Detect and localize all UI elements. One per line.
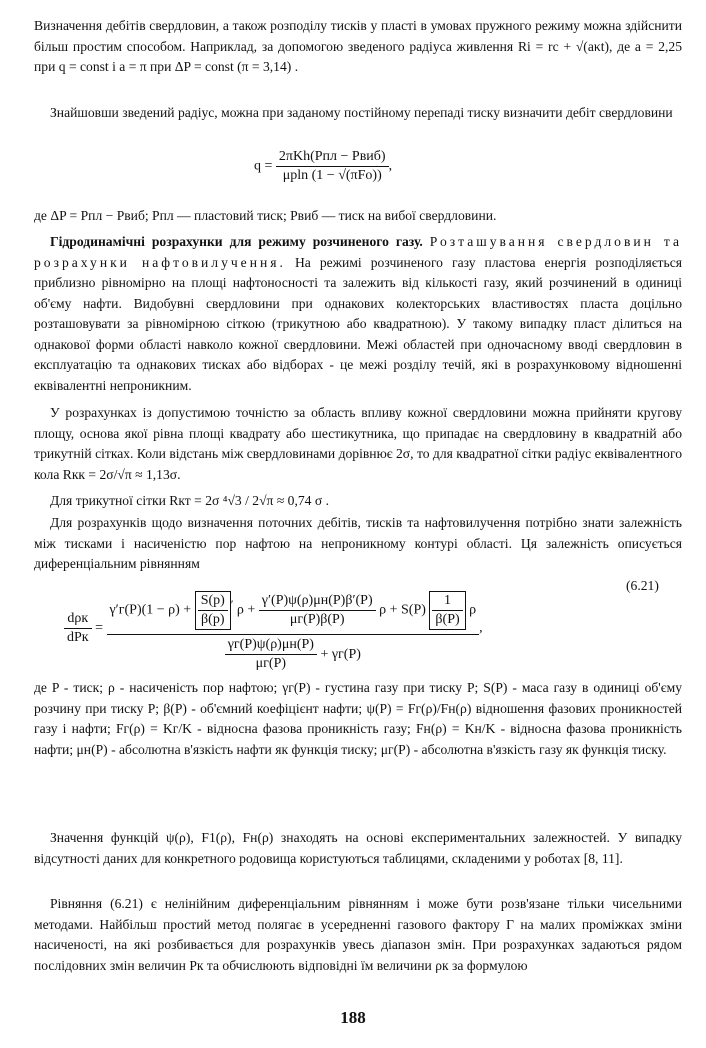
equation-6-21-inner-frac	[259, 592, 376, 629]
equation-flow-rate-tail: ,	[388, 158, 393, 174]
equation-6-21-term-a: γ′г(P)(1 − ρ) +	[109, 602, 192, 618]
equation-6-21-main-fraction	[107, 582, 480, 675]
equation-6-21-box1-den: β(p)	[201, 611, 225, 627]
equation-flow-rate-denominator: μрln (1 − √(πFо))	[282, 168, 382, 183]
equation-6-21-lhs-den: dPк	[67, 629, 89, 645]
paragraph-elastic-regime: Визначення дебітів свердловин, а також розподілу тисків у пласті в умовах пружного режиму можна здійснити більш простим способом. Наприклад, за допомогою зведеного радіуса живлення Rі = rс + √(aκt), де a = 2,25 при q = const і a = π при ΔP = const (π = 3,14) .	[34, 18, 682, 74]
page-number: 188	[340, 1008, 366, 1027]
equation-6-21-inner-den: μг(P)β(P)	[289, 611, 345, 627]
equation-6-21-main-numerator	[107, 582, 480, 635]
paragraph-equation-solution: Рівняння (6.21) є нелінійним диференціальним рівнянням і може бути розв'язане тільки чисельними методами. Найбільш простий метод полягає в усередненні газового фактору Γ на малих проміжках зміни насиченості, на які розбивається для розрахунків увесь діапазон змін. При розрахунках задаються рядом послідовних змін величин Pк та обчислюють відповідні їм величини ρк за формулою	[34, 896, 682, 973]
paragraph-dissolved-gas-regime	[34, 232, 682, 396]
equation-6-21-den-frac	[225, 636, 317, 673]
equation-flow-rate-lhs: q =	[254, 158, 273, 174]
equation-6-21-lhs	[64, 610, 92, 647]
section-body: На режимі розчиненого газу пластова енергія розподіляється приблизно рівномірно на площі нафтоносності та залежить від кількості газу, який розчинений в одиниці об'єму нафти. Видобувні свердловини при однакових колекторських властивостях пласта доцільно розташовувати за рівномірною сіткою (трикутною або квадратною). У такому випадку пласт ділиться на однакової форми області навколо кожної свердловини. Межі областей при одночасному вводі свердловин в експлуатацію та однакових тисках або відборах - це межі розділу течій, які в розрахунковому відношенні еквівалентні непроникним.	[34, 254, 682, 393]
equation-6-21-box1	[195, 591, 231, 630]
equation-6-21-den-frac-num: γг(P)ψ(ρ)μн(P)	[225, 636, 317, 655]
equation-6-21-main-denominator	[107, 635, 480, 675]
equation-6-21-inner-num: γ′(P)ψ(ρ)μн(P)β′(P)	[259, 592, 376, 611]
equation-6-21-tail: ,	[479, 620, 483, 636]
equation-6-21-box2	[429, 591, 465, 630]
equation-number: (6.21)	[626, 578, 659, 593]
equation-flow-rate-numerator: 2πKh(Pпл − Pвиб)	[276, 148, 389, 167]
paragraph-pressure-definitions: де ΔP = Pпл − Pвиб; Pпл — пластовий тиск; Pвиб — тиск на вибої свердловини.	[34, 208, 497, 223]
equation-6-21-box2-frac	[432, 592, 462, 629]
paragraph-functions-values: Значення функцій ψ(ρ), F1(ρ), Fн(ρ) знаходять на основі експериментальних залежностей. У випадку відсутності даних для конкретного родовища користуються таблицями, складеними у роботах [8, 11].	[34, 830, 682, 866]
equation-6-21-den-frac-den: μг(P)	[255, 655, 287, 671]
equation-6-21-box1-frac	[198, 592, 228, 629]
equation-6-21-den-tail: + γг(P)	[320, 646, 361, 662]
equation-flow-rate-fraction	[276, 148, 389, 185]
paragraph-variable-definitions: де P - тиск; ρ - насиченість пор нафтою; γг(P) - густина газу при тиску P; S(P) - маса газу в одиниці об'єму розчину при тиску P; β(P) - об'ємний коефіцієнт нафти; ψ(P) = Fг(ρ)/Fн(ρ) відношення фазових проникностей газу і нафти; Fг(ρ) = Kг/K - відносна фазова проникність газу; Fн(ρ) = Kн/K - відносна фазова проникність нафти; μн(P) - абсолютна в'язкість нафти як функція тиску; μг(P) - абсолютна в'язкість газу як функція тиску.	[34, 680, 682, 757]
equation-6-21-box1-num: S(p)	[198, 592, 228, 611]
paragraph-triangular-grid: Для трикутної сітки Rкт = 2σ ⁴√3 / 2√π ≈ 0,74 σ .	[50, 493, 329, 508]
paragraph-differential-intro: Для розрахунків щодо визначення поточних дебітів, тисків та нафтовилучення потрібно знати залежність між тисками і насиченістю пор нафтою на непроникному контурі області. Ця залежність описується диференціальним рівнянням	[34, 515, 682, 571]
equation-flow-rate	[254, 148, 392, 185]
equation-6-21	[64, 582, 483, 675]
section-subheading: Розташування свердловин та розрахунки нафтовилучення.	[34, 234, 682, 270]
paragraph-circular-area: У розрахунках із допустимою точністю за область впливу кожної свердловини можна прийняти кругову площу, основа якої рівна площі квадрату або шестикутника, що припадає на свердловину в квадратній або трикутній сітках. Коли відстань між свердловинами дорівнює 2σ, то для квадратної сітки радіус еквівалентного кола Rкк = 2σ/√π ≈ 1,13σ.	[34, 405, 682, 482]
equation-6-21-prime: ′	[230, 598, 234, 611]
equation-6-21-equals: =	[95, 620, 103, 636]
equation-6-21-lhs-num: dρк	[64, 610, 92, 629]
equation-6-21-term-c: ρ + S(P)	[379, 602, 426, 618]
equation-6-21-term-d: ρ	[469, 602, 477, 618]
equation-6-21-box2-den: β(P)	[435, 611, 460, 627]
section-heading: Гідродинамічні розрахунки для режиму розчиненого газу.	[50, 234, 423, 249]
equation-6-21-term-b: ρ +	[236, 602, 256, 618]
equation-6-21-box2-num: 1	[432, 592, 462, 611]
paragraph-reduced-radius: Знайшовши зведений радіус, можна при заданому постійному перепаді тиску визначити дебіт свердловини	[50, 105, 673, 120]
